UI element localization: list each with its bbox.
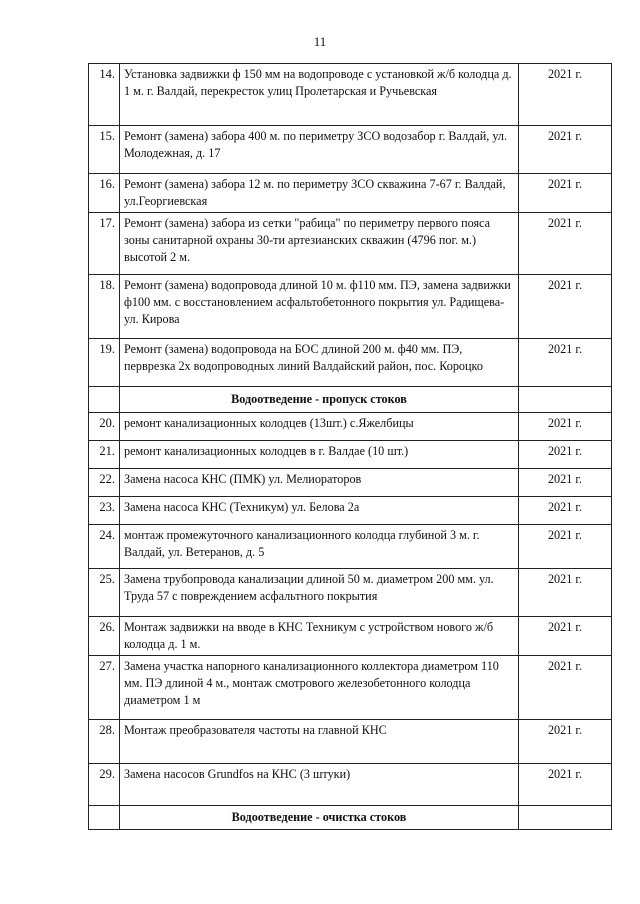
work-description: Ремонт (замена) забора 400 м. по периметру ЗСО водозабор г. Валдай, ул. Молодежная, д. 17 xyxy=(120,126,519,174)
table-row xyxy=(89,469,612,497)
table-row xyxy=(89,413,612,441)
row-number: 29. xyxy=(89,764,120,806)
table-row xyxy=(89,764,612,806)
works-table xyxy=(88,63,612,830)
table-row xyxy=(89,617,612,656)
table-row xyxy=(89,525,612,569)
table-row xyxy=(89,275,612,339)
work-description: Ремонт (замена) водопровода на БОС длиной 200 м. ф40 мм. ПЭ, перврезка 2х водопроводных линий Валдайский район, пос. Короцко xyxy=(120,339,519,387)
row-number: 22. xyxy=(89,469,120,497)
work-description: Замена насосов Grundfos на КНС (3 штуки) xyxy=(120,764,519,806)
works-table-body xyxy=(89,64,612,830)
section-title: Водоотведение - пропуск стоков xyxy=(120,387,519,413)
table-row xyxy=(89,126,612,174)
work-description: Ремонт (замена) водопровода длиной 10 м. ф110 мм. ПЭ, замена задвижки ф100 мм. с восстановлением асфальтобетонного покрытия ул. Радищева- ул. Кирова xyxy=(120,275,519,339)
completion-year: 2021 г. xyxy=(519,497,612,525)
page-number: 11 xyxy=(313,34,327,49)
table-row xyxy=(89,64,612,126)
row-number: 26. xyxy=(89,617,120,656)
completion-year: 2021 г. xyxy=(519,525,612,569)
completion-year: 2021 г. xyxy=(519,569,612,617)
row-number: 19. xyxy=(89,339,120,387)
table-row xyxy=(89,720,612,764)
work-description: Замена насоса КНС (ПМК) ул. Мелиораторов xyxy=(120,469,519,497)
completion-year: 2021 г. xyxy=(519,720,612,764)
table-row xyxy=(89,339,612,387)
completion-year: 2021 г. xyxy=(519,174,612,213)
section-number-cell xyxy=(89,806,120,830)
row-number: 23. xyxy=(89,497,120,525)
row-number: 14. xyxy=(89,64,120,126)
work-description: Замена трубопровода канализации длиной 50 м. диаметром 200 мм. ул. Труда 57 с повреждением асфальтного покрытия xyxy=(120,569,519,617)
work-description: Ремонт (замена) забора 12 м. по периметру ЗСО скважина 7-67 г. Валдай, ул.Георгиевская xyxy=(120,174,519,213)
completion-year: 2021 г. xyxy=(519,213,612,275)
section-year-cell xyxy=(519,806,612,830)
section-title: Водоотведение - очистка стоков xyxy=(120,806,519,830)
work-description: ремонт канализационных колодцев (13шт.) с.Яжелбицы xyxy=(120,413,519,441)
row-number: 27. xyxy=(89,656,120,720)
completion-year: 2021 г. xyxy=(519,339,612,387)
work-description: Замена насоса КНС (Техникум) ул. Белова 2а xyxy=(120,497,519,525)
row-number: 15. xyxy=(89,126,120,174)
section-year-cell xyxy=(519,387,612,413)
completion-year: 2021 г. xyxy=(519,275,612,339)
section-header-row xyxy=(89,806,612,830)
completion-year: 2021 г. xyxy=(519,413,612,441)
work-description: монтаж промежуточного канализационного колодца глубиной 3 м. г. Валдай, ул. Ветеранов, д. 5 xyxy=(120,525,519,569)
work-description: Установка задвижки ф 150 мм на водопроводе с установкой ж/б колодца д. 1 м. г. Валдай, перекресток улиц Пролетарская и Ручьевская xyxy=(120,64,519,126)
completion-year: 2021 г. xyxy=(519,126,612,174)
work-description: Монтаж преобразователя частоты на главной КНС xyxy=(120,720,519,764)
section-number-cell xyxy=(89,387,120,413)
row-number: 17. xyxy=(89,213,120,275)
row-number: 18. xyxy=(89,275,120,339)
row-number: 25. xyxy=(89,569,120,617)
completion-year: 2021 г. xyxy=(519,469,612,497)
row-number: 20. xyxy=(89,413,120,441)
table-row xyxy=(89,569,612,617)
completion-year: 2021 г. xyxy=(519,656,612,720)
row-number: 24. xyxy=(89,525,120,569)
work-description: Замена участка напорного канализационного коллектора диаметром 110 мм. ПЭ длиной 4 м., монтаж смотрового железобетонного колодца диаметром 1 м xyxy=(120,656,519,720)
completion-year: 2021 г. xyxy=(519,441,612,469)
row-number: 28. xyxy=(89,720,120,764)
row-number: 21. xyxy=(89,441,120,469)
completion-year: 2021 г. xyxy=(519,64,612,126)
table-row xyxy=(89,213,612,275)
work-description: ремонт канализационных колодцев в г. Валдае (10 шт.) xyxy=(120,441,519,469)
table-row xyxy=(89,174,612,213)
row-number: 16. xyxy=(89,174,120,213)
table-row xyxy=(89,656,612,720)
work-description: Монтаж задвижки на вводе в КНС Техникум с устройством нового ж/б колодца д. 1 м. xyxy=(120,617,519,656)
table-row xyxy=(89,497,612,525)
section-header-row xyxy=(89,387,612,413)
completion-year: 2021 г. xyxy=(519,617,612,656)
work-description: Ремонт (замена) забора из сетки "рабица" по периметру первого пояса зоны санитарной охраны 30-ти артезианских скважин (4796 пог. м.) высотой 2 м. xyxy=(120,213,519,275)
completion-year: 2021 г. xyxy=(519,764,612,806)
table-row xyxy=(89,441,612,469)
